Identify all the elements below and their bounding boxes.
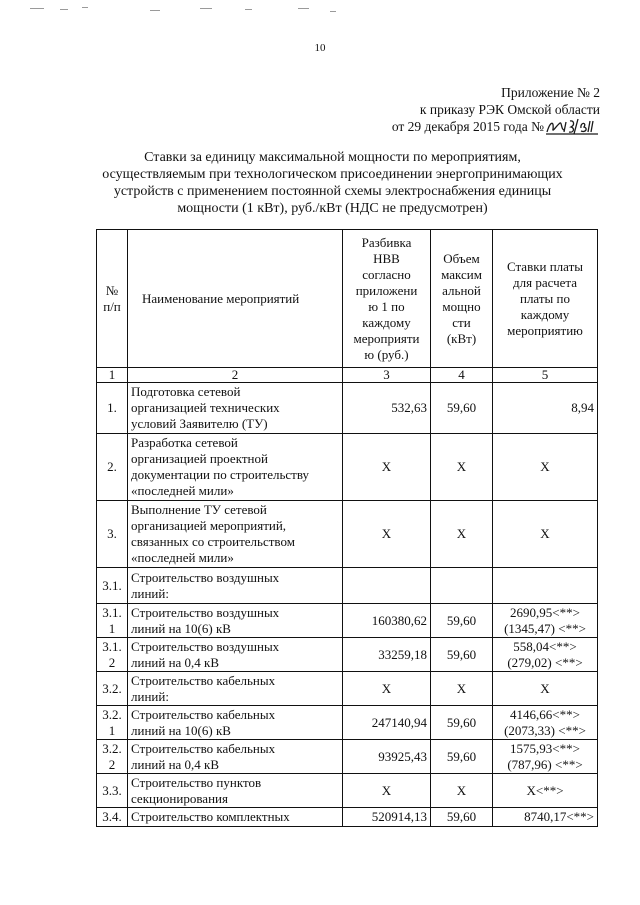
activity-name-cell (128, 638, 343, 672)
nvv-value: 532,63 (391, 400, 427, 415)
table-row (97, 706, 598, 740)
power-value: 59,60 (446, 714, 477, 730)
activity-name: линий: (131, 585, 169, 601)
activity-name: Выполнение ТУ сетевой (131, 502, 267, 517)
rate-value-cell (493, 501, 598, 568)
header-text: № (105, 282, 119, 298)
table-row (97, 501, 598, 568)
row-number: 3.2. (102, 680, 122, 696)
activity-name: линий на 10(6) кВ (131, 722, 231, 738)
header-text: мероприяти (353, 330, 420, 346)
rate-value: X (540, 459, 550, 474)
table-row (97, 638, 598, 672)
rate-value-cell (493, 604, 598, 638)
row-number: 2 (108, 654, 116, 670)
column-index: 2 (128, 368, 343, 383)
table-row (97, 808, 598, 827)
nvv-value-cell (343, 604, 431, 638)
nvv-value-cell (343, 740, 431, 774)
activity-name-cell (128, 604, 343, 638)
table-row (97, 740, 598, 774)
nvv-value: 33259,18 (378, 646, 427, 662)
header-rate (493, 230, 598, 368)
table-row (97, 604, 598, 638)
power-value: 59,60 (446, 809, 477, 824)
row-number-cell (97, 672, 128, 706)
rate-value: X (540, 526, 550, 541)
power-value-cell (431, 808, 493, 827)
row-number-cell (97, 568, 128, 604)
table-row (97, 672, 598, 706)
rate-value: (1345,47) <**> (504, 620, 586, 636)
appendix-date: от 29 декабря 2015 года № (391, 119, 544, 134)
nvv-value-cell (343, 672, 431, 706)
nvv-value: X (381, 782, 392, 798)
rate-value-cell (493, 808, 598, 827)
row-number: 2. (107, 459, 117, 474)
activity-name-cell (128, 568, 343, 604)
power-value: 59,60 (446, 748, 477, 764)
activity-name: Разработка сетевой (131, 435, 238, 450)
activity-name: линий на 0,4 кВ (131, 756, 220, 772)
activity-name: линий на 10(6) кВ (131, 620, 231, 636)
power-value-cell (431, 774, 493, 808)
page-number: 10 (314, 42, 326, 54)
power-value-cell (431, 706, 493, 740)
title-line: устройств с применением постоянной схемы электроснабжения единицы (113, 184, 552, 199)
appendix-title: Приложение № 2 (501, 85, 600, 100)
rate-value: (787,96) <**> (507, 756, 583, 772)
nvv-value-cell (343, 706, 431, 740)
activity-name: секционирования (131, 790, 228, 806)
table-row (97, 568, 598, 604)
table-header-row (97, 230, 598, 368)
activity-name-cell (128, 501, 343, 568)
header-text: Ставки платы (506, 258, 584, 274)
nvv-value-cell (343, 434, 431, 501)
rate-value: 558,04<**> (513, 638, 577, 654)
activity-name: линий на 0,4 кВ (131, 654, 220, 670)
activity-name: документации по строительству (131, 467, 310, 482)
row-number: 3.2. (102, 740, 122, 756)
power-value: X (456, 526, 467, 541)
row-number: 3.3. (102, 782, 122, 798)
power-value: X (456, 680, 467, 696)
rate-value: X<**> (526, 782, 564, 798)
row-number-cell (97, 808, 128, 827)
nvv-value-cell (343, 501, 431, 568)
row-number-cell (97, 740, 128, 774)
power-value-cell (431, 568, 493, 604)
power-value-cell (431, 638, 493, 672)
activity-name: условий Заявителю (ТУ) (131, 416, 268, 431)
rate-value: 8,94 (571, 400, 594, 415)
activity-name-cell (128, 774, 343, 808)
row-number-cell (97, 501, 128, 568)
power-value-cell (431, 604, 493, 638)
column-index: 1 (97, 368, 128, 383)
header-text: для расчета (512, 274, 578, 290)
rate-value: X (540, 680, 550, 696)
rate-value: 2690,95<**> (510, 604, 580, 620)
nvv-value: 247140,94 (371, 714, 427, 730)
nvv-value: X (381, 680, 392, 696)
scan-artifact (30, 6, 360, 20)
power-value: X (456, 459, 467, 474)
power-value: 59,60 (446, 400, 477, 415)
header-text: ю (руб.) (364, 346, 409, 362)
rate-value-cell (493, 740, 598, 774)
activity-name: Строительство воздушных (131, 569, 280, 585)
row-number-cell (97, 774, 128, 808)
activity-name: связанных со строительством (131, 534, 295, 549)
activity-name: Строительство пунктов (131, 774, 262, 790)
table-row (97, 434, 598, 501)
rate-value-cell (493, 774, 598, 808)
row-number: 3.1. (102, 638, 122, 654)
row-number: 3.1. (102, 604, 122, 620)
power-value: X (456, 782, 467, 798)
header-text: (кВт) (446, 330, 477, 346)
header-text: Наименование мероприятий (142, 290, 300, 306)
rate-value-cell (493, 638, 598, 672)
title-line: мощности (1 кВт), руб./кВт (НДС не предусмотрен) (177, 201, 488, 216)
activity-name: организацией проектной (131, 451, 268, 466)
rate-value-cell (493, 672, 598, 706)
header-text: каждому (362, 314, 411, 330)
table-body (97, 383, 598, 827)
row-number-cell (97, 706, 128, 740)
header-text: платы по (519, 290, 570, 306)
activity-name: Подготовка сетевой (131, 384, 241, 399)
header-no (97, 230, 128, 368)
table-row (97, 383, 598, 434)
activity-name: «последней мили» (131, 550, 234, 565)
rate-value: 1575,93<**> (510, 740, 580, 756)
rate-value-cell (493, 434, 598, 501)
header-nvv (343, 230, 431, 368)
activity-name: Строительство воздушных (131, 638, 280, 654)
header-text: каждому (520, 306, 570, 322)
power-value-cell (431, 672, 493, 706)
power-value-cell (431, 434, 493, 501)
activity-name-cell (128, 672, 343, 706)
row-number-cell (97, 604, 128, 638)
activity-name-cell (128, 383, 343, 434)
header-text: сти (452, 314, 471, 330)
nvv-value: X (381, 459, 392, 474)
row-number: 1. (107, 400, 117, 415)
header-text: согласно (362, 266, 411, 282)
nvv-value-cell (343, 808, 431, 827)
column-index: 4 (431, 368, 493, 383)
rates-table (96, 229, 598, 827)
rate-value: 4146,66<**> (510, 706, 580, 722)
activity-name: Строительство кабельных (131, 672, 276, 688)
row-number: 3. (107, 526, 117, 541)
power-value-cell (431, 501, 493, 568)
activity-name: Строительство кабельных (131, 706, 276, 722)
nvv-value: 93925,43 (378, 748, 427, 764)
header-text: Разбивка (361, 234, 412, 250)
header-text: максим (441, 266, 482, 282)
header-text: мероприятию (507, 322, 583, 338)
title-line: осуществляемым при технологическом присоединении энергопринимающих (102, 167, 563, 182)
rate-value-cell (493, 383, 598, 434)
column-index: 5 (493, 368, 598, 383)
nvv-value-cell (343, 383, 431, 434)
row-number: 1 (108, 620, 116, 636)
activity-name: организацией мероприятий, (131, 518, 287, 533)
nvv-value: 160380,62 (371, 612, 427, 628)
header-text: приложени (355, 282, 418, 298)
power-value-cell (431, 740, 493, 774)
header-text: п/п (103, 298, 121, 314)
activity-name-cell (128, 808, 343, 827)
nvv-value-cell (343, 568, 431, 604)
activity-name-cell (128, 706, 343, 740)
activity-name: «последней мили» (131, 483, 234, 498)
activity-name-cell (128, 740, 343, 774)
nvv-value: X (381, 526, 392, 541)
rate-value-cell (493, 706, 598, 740)
power-value-cell (431, 383, 493, 434)
header-power (431, 230, 493, 368)
title-line: Ставки за единицу максимальной мощности по мероприятиям, (144, 150, 521, 165)
activity-name: организацией технических (131, 400, 280, 415)
handwritten-order-number (544, 118, 600, 134)
row-number-cell (97, 383, 128, 434)
power-value: 59,60 (446, 612, 477, 628)
activity-name: Строительство кабельных (131, 740, 276, 756)
row-number: 3.1. (102, 577, 122, 593)
rate-value: 8740,17<**> (524, 809, 594, 824)
appendix-date-line (392, 118, 600, 135)
row-number: 3.2. (102, 706, 122, 722)
nvv-value-cell (343, 638, 431, 672)
rate-value-cell (493, 568, 598, 604)
activity-name: линий: (131, 688, 169, 704)
nvv-value-cell (343, 774, 431, 808)
header-text: НВВ (373, 250, 400, 266)
row-number: 2 (108, 756, 116, 772)
activity-name: Строительство воздушных (131, 604, 280, 620)
rate-value: (2073,33) <**> (504, 722, 586, 738)
header-text: альной (442, 282, 481, 298)
row-number: 3.4. (102, 809, 122, 824)
power-value: 59,60 (446, 646, 477, 662)
column-index: 3 (343, 368, 431, 383)
nvv-value: 520914,13 (371, 809, 427, 824)
header-text: Объем (443, 250, 480, 266)
appendix-order-ref: к приказу РЭК Омской области (419, 102, 600, 117)
document-title (70, 149, 595, 217)
appendix-block (392, 84, 600, 135)
header-text: ю 1 по (368, 298, 405, 314)
row-number: 1 (108, 722, 116, 738)
column-index-row (97, 368, 598, 383)
row-number-cell (97, 434, 128, 501)
header-name (128, 230, 343, 368)
rate-value: (279,02) <**> (507, 654, 583, 670)
table-row (97, 774, 598, 808)
row-number-cell (97, 638, 128, 672)
activity-name: Строительство комплектных (131, 809, 290, 824)
header-text: мощно (442, 298, 481, 314)
activity-name-cell (128, 434, 343, 501)
